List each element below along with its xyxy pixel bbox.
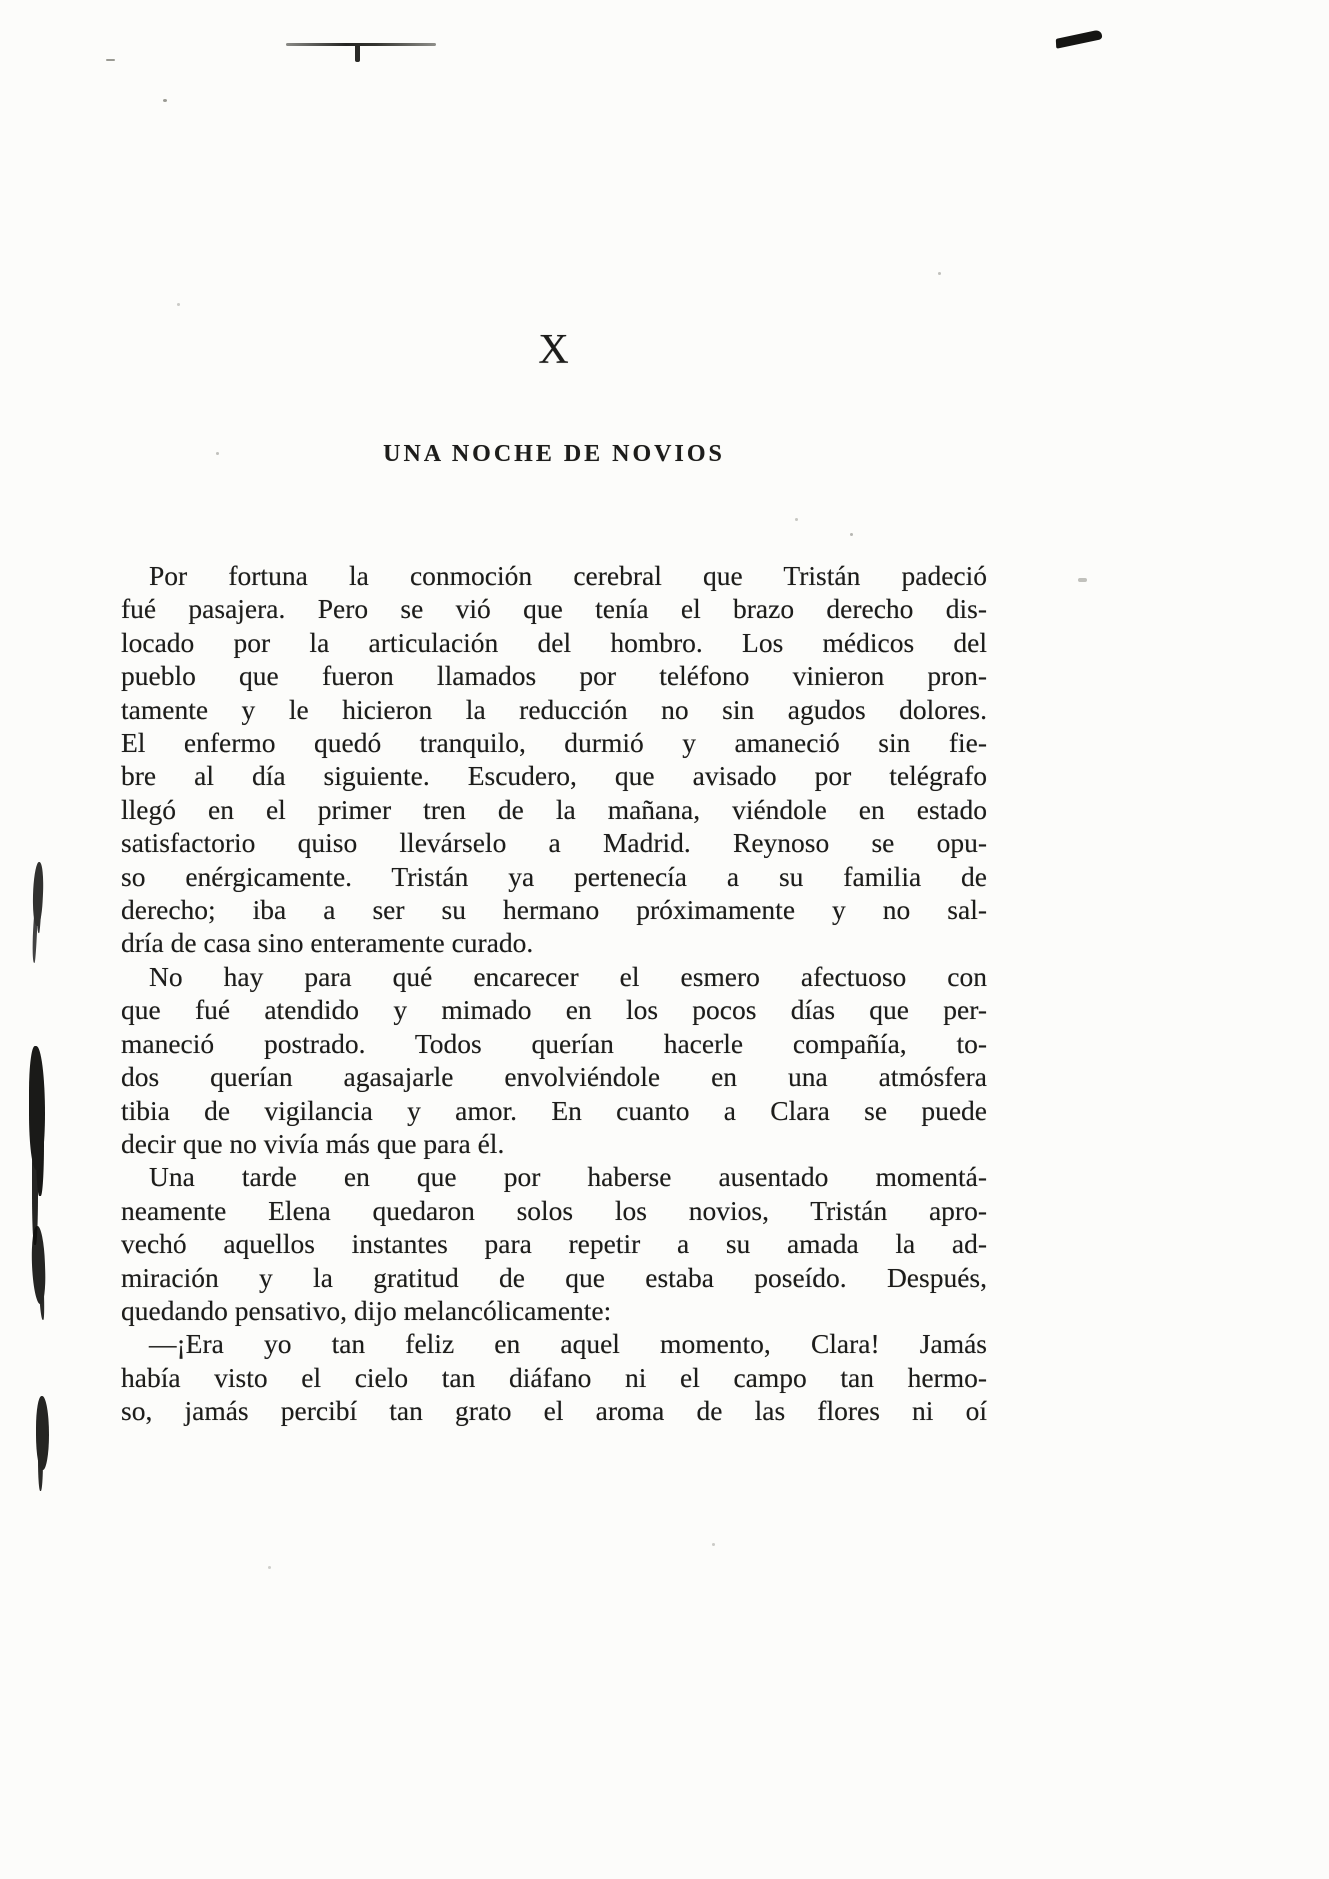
text-line: había visto el cielo tan diáfano ni el campo tan hermo- <box>121 1361 987 1393</box>
text-line: satisfactorio quiso llevárselo a Madrid. Reynoso se opu- <box>121 827 987 859</box>
scan-artifact-ink-smudge <box>36 1396 49 1470</box>
scan-artifact-top-line-stem <box>355 45 360 62</box>
text-line: decir que no vivía más que para él. <box>121 1127 505 1159</box>
scan-artifact-speck <box>850 533 853 536</box>
chapter-title: UNA NOCHE DE NOVIOS <box>383 441 725 467</box>
text-line: fué pasajera. Pero se vió que tenía el brazo derecho dis- <box>121 593 987 625</box>
text-line: No hay para qué encarecer el esmero afectuoso con <box>149 960 987 992</box>
scan-artifact-speck <box>268 1566 271 1569</box>
text-line: El enfermo quedó tranquilo, durmió y amaneció sin fie- <box>121 727 987 759</box>
scan-artifact-speck <box>712 1543 715 1546</box>
chapter-number: X <box>538 327 570 373</box>
scan-artifact-ink-smudge <box>31 862 44 926</box>
text-line: quedando pensativo, dijo melancólicamente: <box>121 1294 612 1326</box>
text-line: pueblo que fueron llamados por teléfono vinieron pron- <box>121 660 987 692</box>
text-line: maneció postrado. Todos querían hacerle compañía, to- <box>121 1027 987 1059</box>
scan-artifact-speck <box>938 272 941 275</box>
text-line: miración y la gratitud de que estaba poseído. Después, <box>121 1261 987 1293</box>
scan-artifact-speck <box>795 518 798 521</box>
text-line: tibia de vigilancia y amor. En cuanto a Clara se puede <box>121 1094 987 1126</box>
scan-artifact-speck <box>106 59 115 61</box>
text-line: dría de casa sino enteramente curado. <box>121 927 534 959</box>
scan-artifact-ink-smudge <box>31 1226 47 1304</box>
scan-artifact-speck <box>163 99 167 102</box>
text-line: tamente y le hicieron la reducción no sin agudos dolores. <box>121 693 987 725</box>
text-line: Por fortuna la conmoción cerebral que Tristán padeció <box>149 560 987 591</box>
scan-artifact-ink-smudge <box>29 1046 45 1170</box>
text-line: vechó aquellos instantes para repetir a su amada la ad- <box>121 1228 987 1260</box>
scan-artifact-speck <box>177 303 180 306</box>
text-line: locado por la articulación del hombro. Los médicos del <box>121 626 987 658</box>
text-line: bre al día siguiente. Escudero, que avisado por telégrafo <box>121 760 987 792</box>
text-line: —¡Era yo tan feliz en aquel momento, Clara! Jamás <box>149 1328 987 1360</box>
scan-artifact-speck <box>1078 578 1087 582</box>
text-line: llegó en el primer tren de la mañana, viéndole en estado <box>121 793 987 825</box>
text-block <box>121 559 987 1428</box>
text-line: Una tarde en que por haberse ausentado momentá- <box>149 1161 987 1193</box>
text-line: so enérgicamente. Tristán ya pertenecía a su familia de <box>121 860 987 892</box>
scan-artifact-top-line <box>286 43 436 46</box>
text-line: dos querían agasajarle envolviéndole en una atmósfera <box>121 1061 987 1093</box>
text-line: so, jamás percibí tan grato el aroma de las flores ni oí <box>121 1395 987 1427</box>
scan-artifact-corner-mark <box>1056 29 1102 49</box>
text-line: neamente Elena quedaron solos los novios, Tristán apro- <box>121 1194 987 1226</box>
text-line: derecho; iba a ser su hermano próximamente y no sal- <box>121 894 987 926</box>
text-line: que fué atendido y mimado en los pocos días que per- <box>121 994 987 1026</box>
